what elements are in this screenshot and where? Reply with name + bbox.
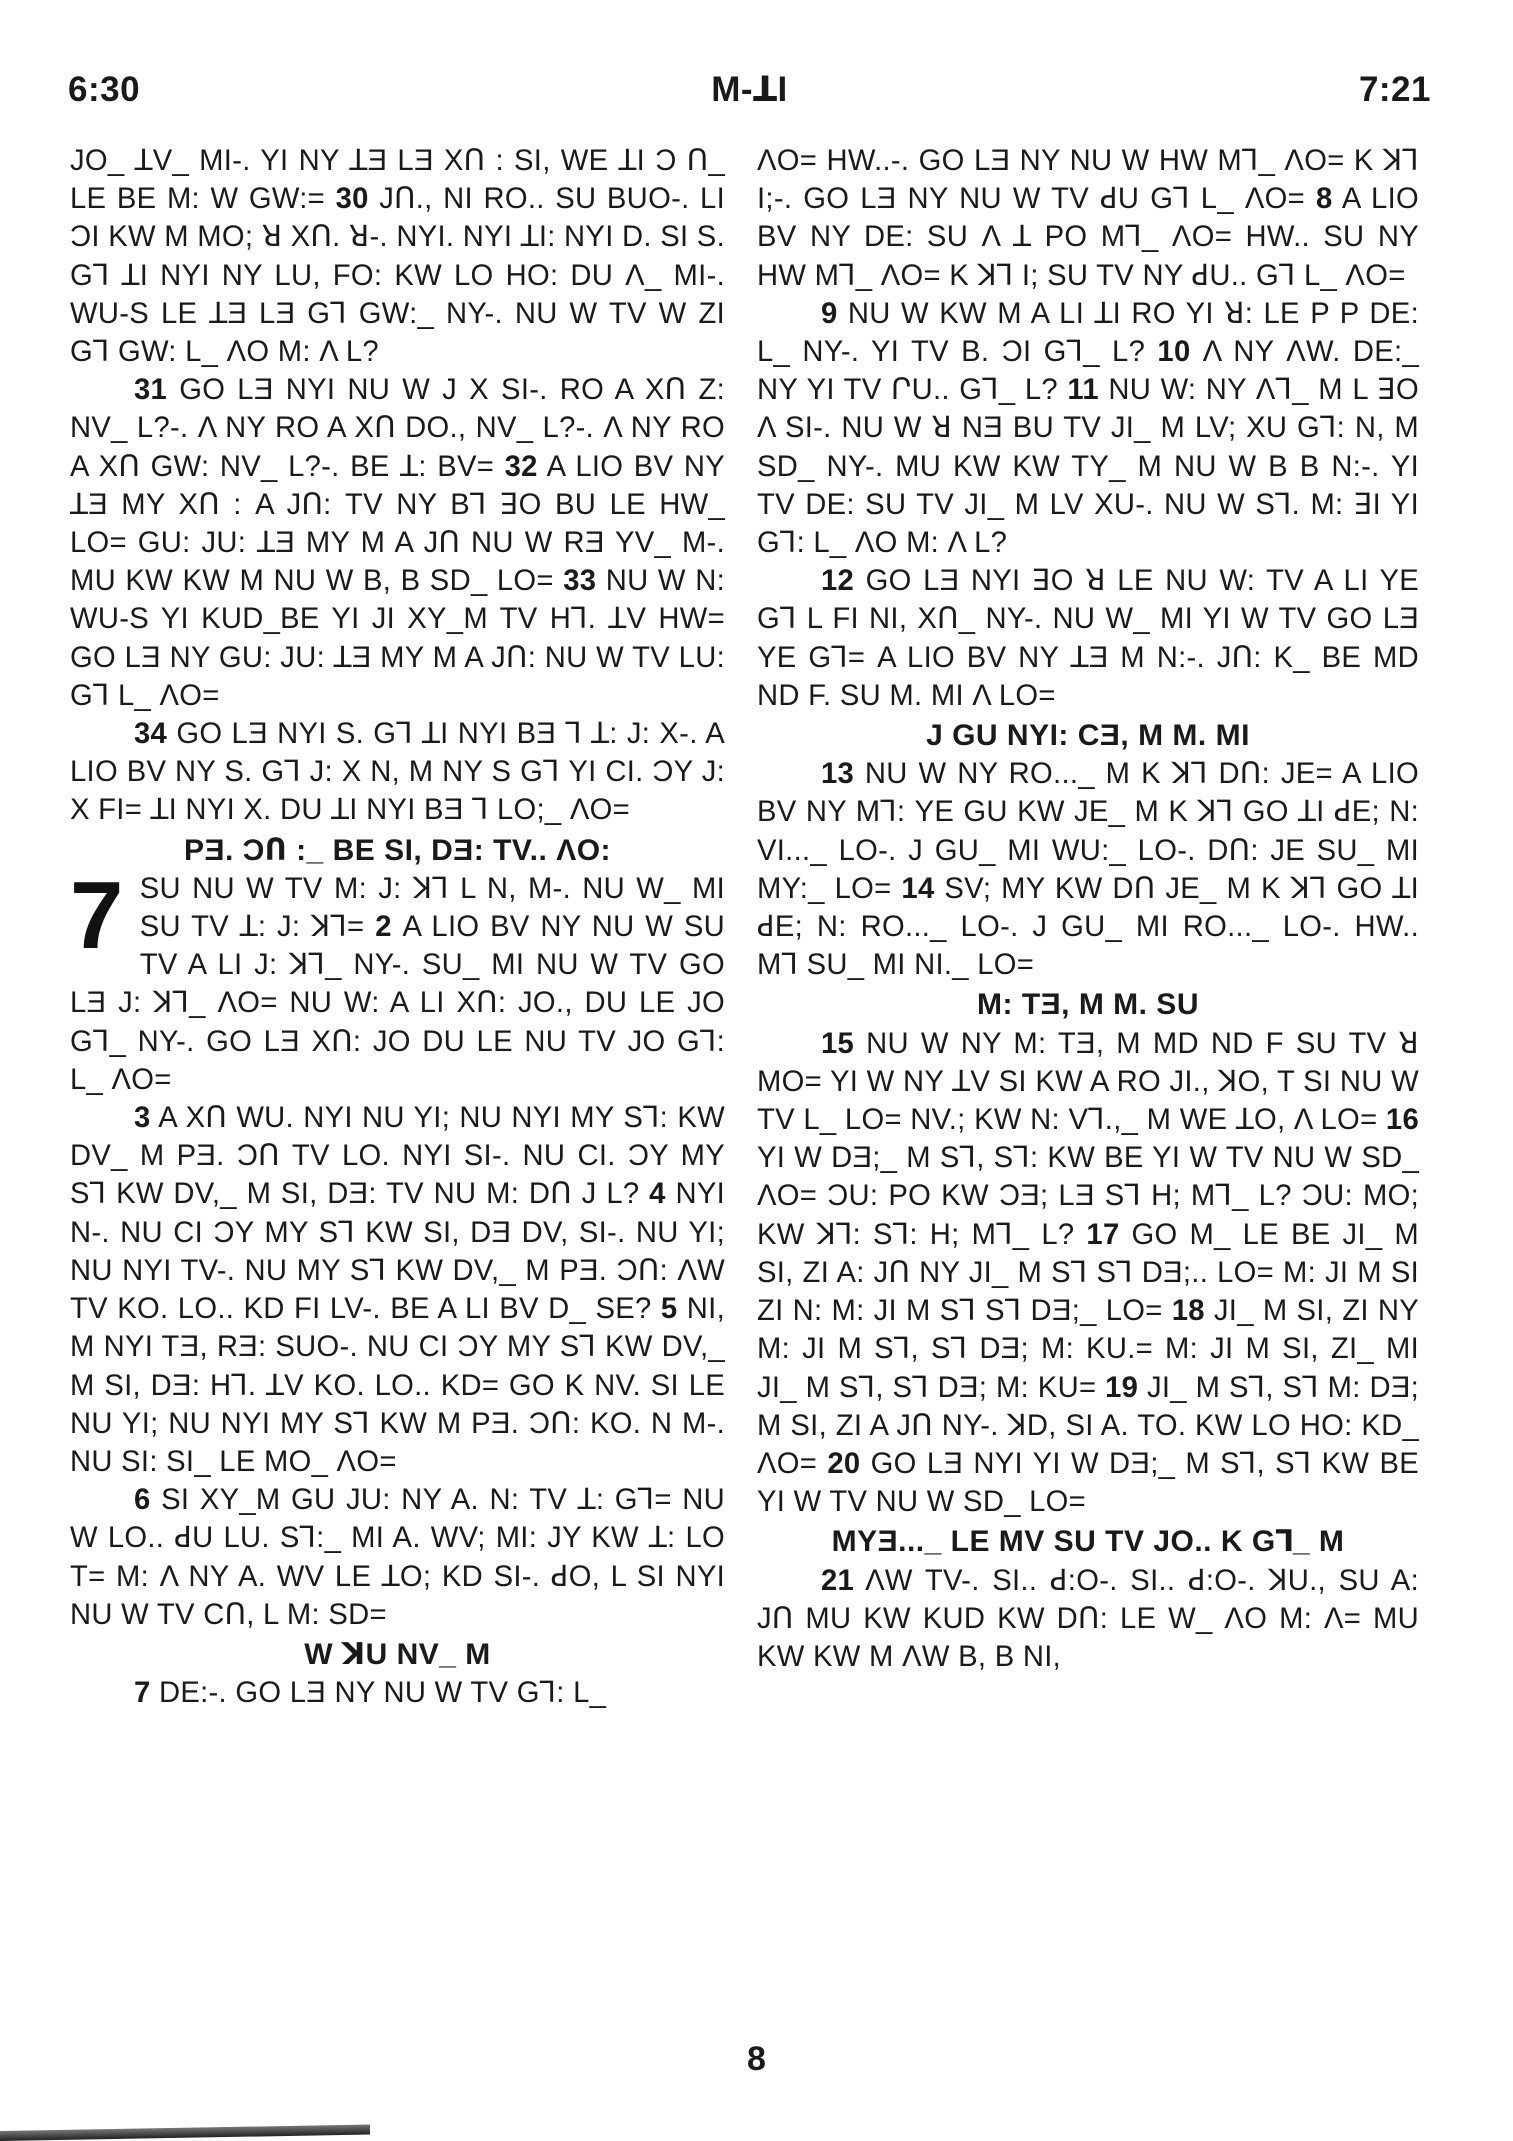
verse-number: 18 — [1171, 1295, 1205, 1328]
paragraph — [70, 142, 725, 371]
paragraph-text: NU W NY RO..._ M K ꓘꓶ DՈ: JE= A LIO BV NY Mꓶ: YE GU KW JE_ M K ꓘꓶ GO ꓕI ꓒE; N: VI..._ LO-. J GU_ MI WU:_ LO-. DՈ: JE SU_ MI MY:_ LO= — [757, 758, 1419, 905]
paragraph-text: SV; MY KW DՈ JE_ M K ꓘꓶ GO ꓕI ꓒE; N: RO..._ LO-. J GU_ MI RO..._ LO-. HW.. Mꓶ SU_ MI NI._ LO= — [757, 872, 1419, 982]
verse-number: 31 — [134, 374, 168, 407]
paragraph-text: JI_ M SI, ZI NY M: JI M Sꓶ, Sꓶ DƎ; M: KU.= M: JI M SI, ZI_ MI JI_ M Sꓶ, Sꓶ DƎ; M: KU= — [757, 1295, 1419, 1404]
paragraph-text: NYI N-. NU CI ƆY MY Sꓶ KW SI, DƎ DV, SI-. NU YI; NU NYI TV-. NU MY Sꓶ KW DV,_ M PƎ. ƆՈ: ΛW TV KO. LO.. KD FI LV-. BE A LI BV D_ SE? — [70, 1178, 725, 1326]
paragraph-text: A XՈ WU. NYI NU YI; NU NYI MY Sꓶ: KW DV_ M PƎ. ƆՈ TV LO. NYI SI-. NU CI. ƆY MY Sꓶ KW DV,_ M SI, DƎ: TV NU M: DՈ J L? — [70, 1102, 725, 1211]
verse-number: 10 — [1157, 336, 1191, 369]
paragraph-text: NI, M NYI TƎ, RƎ: SUO-. NU CI ƆY MY Sꓶ KW DV,_ M SI, DƎ: Hꓶ. ꓕV KO. LO.. KD= GO K NV. SI LE NU YI; NU NYI MY Sꓶ KW M PƎ. ƆՈ: KO. N M-. NU SI: SI_ LE MO_ ΛO= — [70, 1293, 725, 1478]
paragraph — [757, 142, 1419, 295]
paragraph-text: A LIO BV NY DE: SU Λ ꓕ PO Mꓶ_ ΛO= HW.. SU NY HW Mꓶ_ ΛO= K ꓘꓶ I; SU TV NY ꓒU.. Gꓶ L_ ΛO= — [757, 183, 1419, 292]
paragraph-text: JՈ., NI RO.. SU BUO-. LI ƆI KW M MO; ꓤ XՈ. ꓤ-. NYI. NYI ꓕI: NYI D. SI S. Gꓶ ꓕI NYI NY LU, FO: KW LO HO: DU Λ_ MI-. WU-S LE ꓕƎ LƎ Gꓶ GW:_ NY-. NU W TV W ZI Gꓶ GW: L_ ΛO M: Λ L? — [70, 183, 725, 369]
verse-number: 7 — [134, 1677, 151, 1710]
paragraph — [70, 1481, 725, 1634]
paragraph — [757, 295, 1419, 562]
paragraph-text: GO LƎ NYI ꓱO ꓤ LE NU W: TV A LI YE Gꓶ L FI NI, XՈ_ NY-. NU W_ MI YI W TV GO LƎ YE Gꓶ= A LIO BV NY ꓕƎ M N:-. JՈ: K_ BE MD ND F. SU M. MI Λ LO= — [757, 565, 1419, 712]
verse-number: 13 — [821, 758, 855, 791]
paragraph-text: ΛO= HW..-. GO LƎ NY NU W HW Mꓶ_ ΛO= K ꓘꓶ I;-. GO LƎ NY NU W TV ꓒU Gꓶ L_ ΛO= — [757, 145, 1419, 216]
right-column — [757, 142, 1419, 1676]
paragraph-text: SU NU W TV M: J: ꓘꓶ L N, M-. NU W_ MI SU TV ꓕ: J: ꓘꓶ= — [139, 872, 725, 944]
left-column — [70, 142, 725, 1712]
verse-number: 33 — [563, 565, 597, 598]
verse-number: 9 — [821, 297, 838, 330]
paragraph — [757, 1562, 1419, 1677]
section-heading: MYƎ..._ LE MV SU TV JO.. K Gꓶ_ M — [831, 1525, 1345, 1559]
paragraph-text: JI_ M Sꓶ, Sꓶ M: DƎ; M SI, ZI A JՈ NY-. ꓘD, SI A. TO. KW LO HO: KD_ ΛO= — [757, 1371, 1420, 1480]
verse-number: 30 — [335, 183, 369, 216]
verse-number: 11 — [1067, 374, 1099, 407]
paragraph-text: GO LƎ NYI NU W J X SI-. RO A XՈ Z: NV_ L?-. Λ NY RO A XՈ DO., NV_ L?-. Λ NY RO A XՈ GW: NV_ L?-. BE ꓕ: BV= — [70, 374, 725, 483]
paragraph — [757, 562, 1419, 715]
verse-number: 5 — [660, 1293, 678, 1326]
paragraph-text: NU W KW M A LI ꓕI RO YI ꓤ: LE P P DE: L_ NY-. YI TV B. ƆI Gꓶ_ L? — [757, 297, 1419, 369]
verse-number: 15 — [821, 1027, 855, 1060]
verse-number: 6 — [134, 1484, 151, 1517]
running-header — [68, 70, 1431, 126]
verse-number: 16 — [1385, 1104, 1419, 1137]
paragraph — [757, 1025, 1419, 1522]
chapter-opening-paragraph — [70, 861, 726, 1099]
scan-shadow-edge — [0, 2125, 370, 2141]
paragraph-text: ΛW TV-. SI.. ꓒ:O-. SI.. ꓒ:O-. ꓘU., SU A: JՈ MU KW KUD KW DՈ: LE W_ ΛO M: Λ= MU KW KW M ΛW B, B NI, — [757, 1564, 1419, 1673]
section-heading: W ꓘU NV_ M — [304, 1637, 491, 1671]
paragraph — [757, 755, 1419, 984]
verse-number: 34 — [134, 718, 168, 751]
chapter-number: 7 — [70, 861, 124, 969]
paragraph-text: NU W N: WU-S YI KUD_BE YI JI XY_M TV Hꓶ. ꓕV HW= GO LƎ NY GU: JU: ꓕƎ MY M A JՈ: NU W TV LU: Gꓶ L_ ΛO= — [70, 565, 725, 712]
paragraph-text: NU W: NY Λꓶ_ M L ꓱO Λ SI-. NU W ꓤ NƎ BU TV JI_ M LV; XU Gꓶ: N, M SD_ NY-. MU KW KW TY_ M NU W B B N:-. YI TV DE: SU TV JI_ M LV XU-. NU W Sꓶ. M: ꓱI YI Gꓶ: L_ ΛO M: Λ L? — [757, 374, 1419, 560]
paragraph-text: A LIO BV NY NU W SU TV A LI J: ꓘꓶ_ NY-. SU_ MI NU W TV GO LƎ J: ꓘꓶ_ ΛO= NU W: A LI XՈ: JO., DU LE JO Gꓶ_ NY-. GO LƎ XՈ: JO DU LE NU TV JO Gꓶ: L_ ΛO= — [70, 911, 726, 1096]
paragraph-text: NU W NY M: TƎ, M MD ND F SU TV ꓤ MO= YI W NY ꓕV SI KW A RO JI., ꓘO, T SI NU W TV L_ LO= NV.; KW N: Vꓶ.,_ M WE ꓕO, Λ LO= — [757, 1027, 1419, 1137]
paragraph-text: DE:-. GO LƎ NY NU W TV Gꓶ: L_ — [158, 1677, 607, 1710]
verse-number: 4 — [649, 1178, 666, 1211]
paragraph — [70, 371, 725, 715]
verse-number: 3 — [134, 1102, 151, 1135]
section-heading: PƎ. ƆՈ :_ BE SI, DƎ: TV.. ΛO: — [183, 833, 612, 867]
paragraph-text: Λ NY ΛW. DE:_ NY YI TV ՐU.. Gꓶ_ L? — [757, 336, 1419, 407]
paragraph-text: GO M_ LE BE JI_ M SI, ZI A: JՈ NY JI_ M Sꓶ Sꓶ DƎ;.. LO= M: JI M SI ZI N: M: JI M Sꓶ Sꓶ DƎ;_ LO= — [757, 1218, 1419, 1328]
paragraph-text: GO LƎ NYI S. Gꓶ ꓕI NYI BƎ ꓶ ꓕ: J: X-. A LIO BV NY S. Gꓶ J: X N, M NY S Gꓶ YI CI. ƆY J: X FI= ꓕI NYI X. DU ꓕI NYI BƎ ꓶ LO;_ ΛO= — [70, 718, 725, 827]
verse-number: 32 — [504, 450, 538, 483]
verse-number: 20 — [827, 1447, 861, 1480]
header-book-title: M-ꓕI — [711, 70, 788, 109]
paragraph — [70, 1674, 725, 1712]
verse-number: 14 — [901, 872, 935, 905]
section-heading: M: TƎ, M M. SU — [977, 988, 1199, 1022]
paragraph — [70, 1099, 725, 1481]
header-verse-range-start: 6:30 — [68, 70, 141, 109]
header-verse-range-end: 7:21 — [1358, 70, 1431, 109]
section-heading: J GU NYI: CƎ, M M. MI — [926, 719, 1250, 753]
paragraph-text: SI XY_M GU JU: NY A. N: TV ꓕ: Gꓶ= NU W LO.. ꓒU LU. Sꓶ:_ MI A. WV; MI: JY KW ꓕ: LO T= M: Λ NY A. WV LE ꓕO; KD SI-. ꓒO, L SI NYI NU W TV CՈ, L M: SD= — [70, 1484, 725, 1631]
page-number: 8 — [747, 2040, 766, 2078]
verse-number: 17 — [1086, 1218, 1120, 1251]
paragraph — [70, 715, 725, 830]
verse-number: 19 — [1105, 1371, 1139, 1404]
paragraph-text: JO_ ꓕV_ MI-. YI NY ꓕƎ LƎ XՈ : SI, WE ꓕI Ɔ Ո_ LE BE M: W GW:= — [70, 145, 725, 216]
paragraph-text: GO LƎ NYI YI W DƎ;_ M Sꓶ, Sꓶ KW BE YI W TV NU W SD_ LO= — [757, 1447, 1420, 1519]
paragraph-text: YI W DƎ;_ M Sꓶ, Sꓶ: KW BE YI W TV NU W SD_ ΛO= ƆU: PO KW ƆƎ; LƎ Sꓶ H; Mꓶ_ L? ƆU: MO; KW ꓘꓶ: Sꓶ: H; Mꓶ_ L? — [757, 1142, 1419, 1251]
verse-number: 8 — [1315, 183, 1333, 216]
verse-number: 2 — [375, 911, 392, 944]
verse-number: 12 — [821, 565, 855, 598]
paragraph-text: A LIO BV NY ꓕƎ MY XՈ : A JՈ: TV NY Bꓶ ꓱO BU LE HW_ LO= GU: JU: ꓕƎ MY M A JՈ NU W RƎ YV_ M-. MU KW KW M NU W B, B SD_ LO= — [70, 450, 725, 598]
verse-number: 21 — [821, 1564, 855, 1597]
